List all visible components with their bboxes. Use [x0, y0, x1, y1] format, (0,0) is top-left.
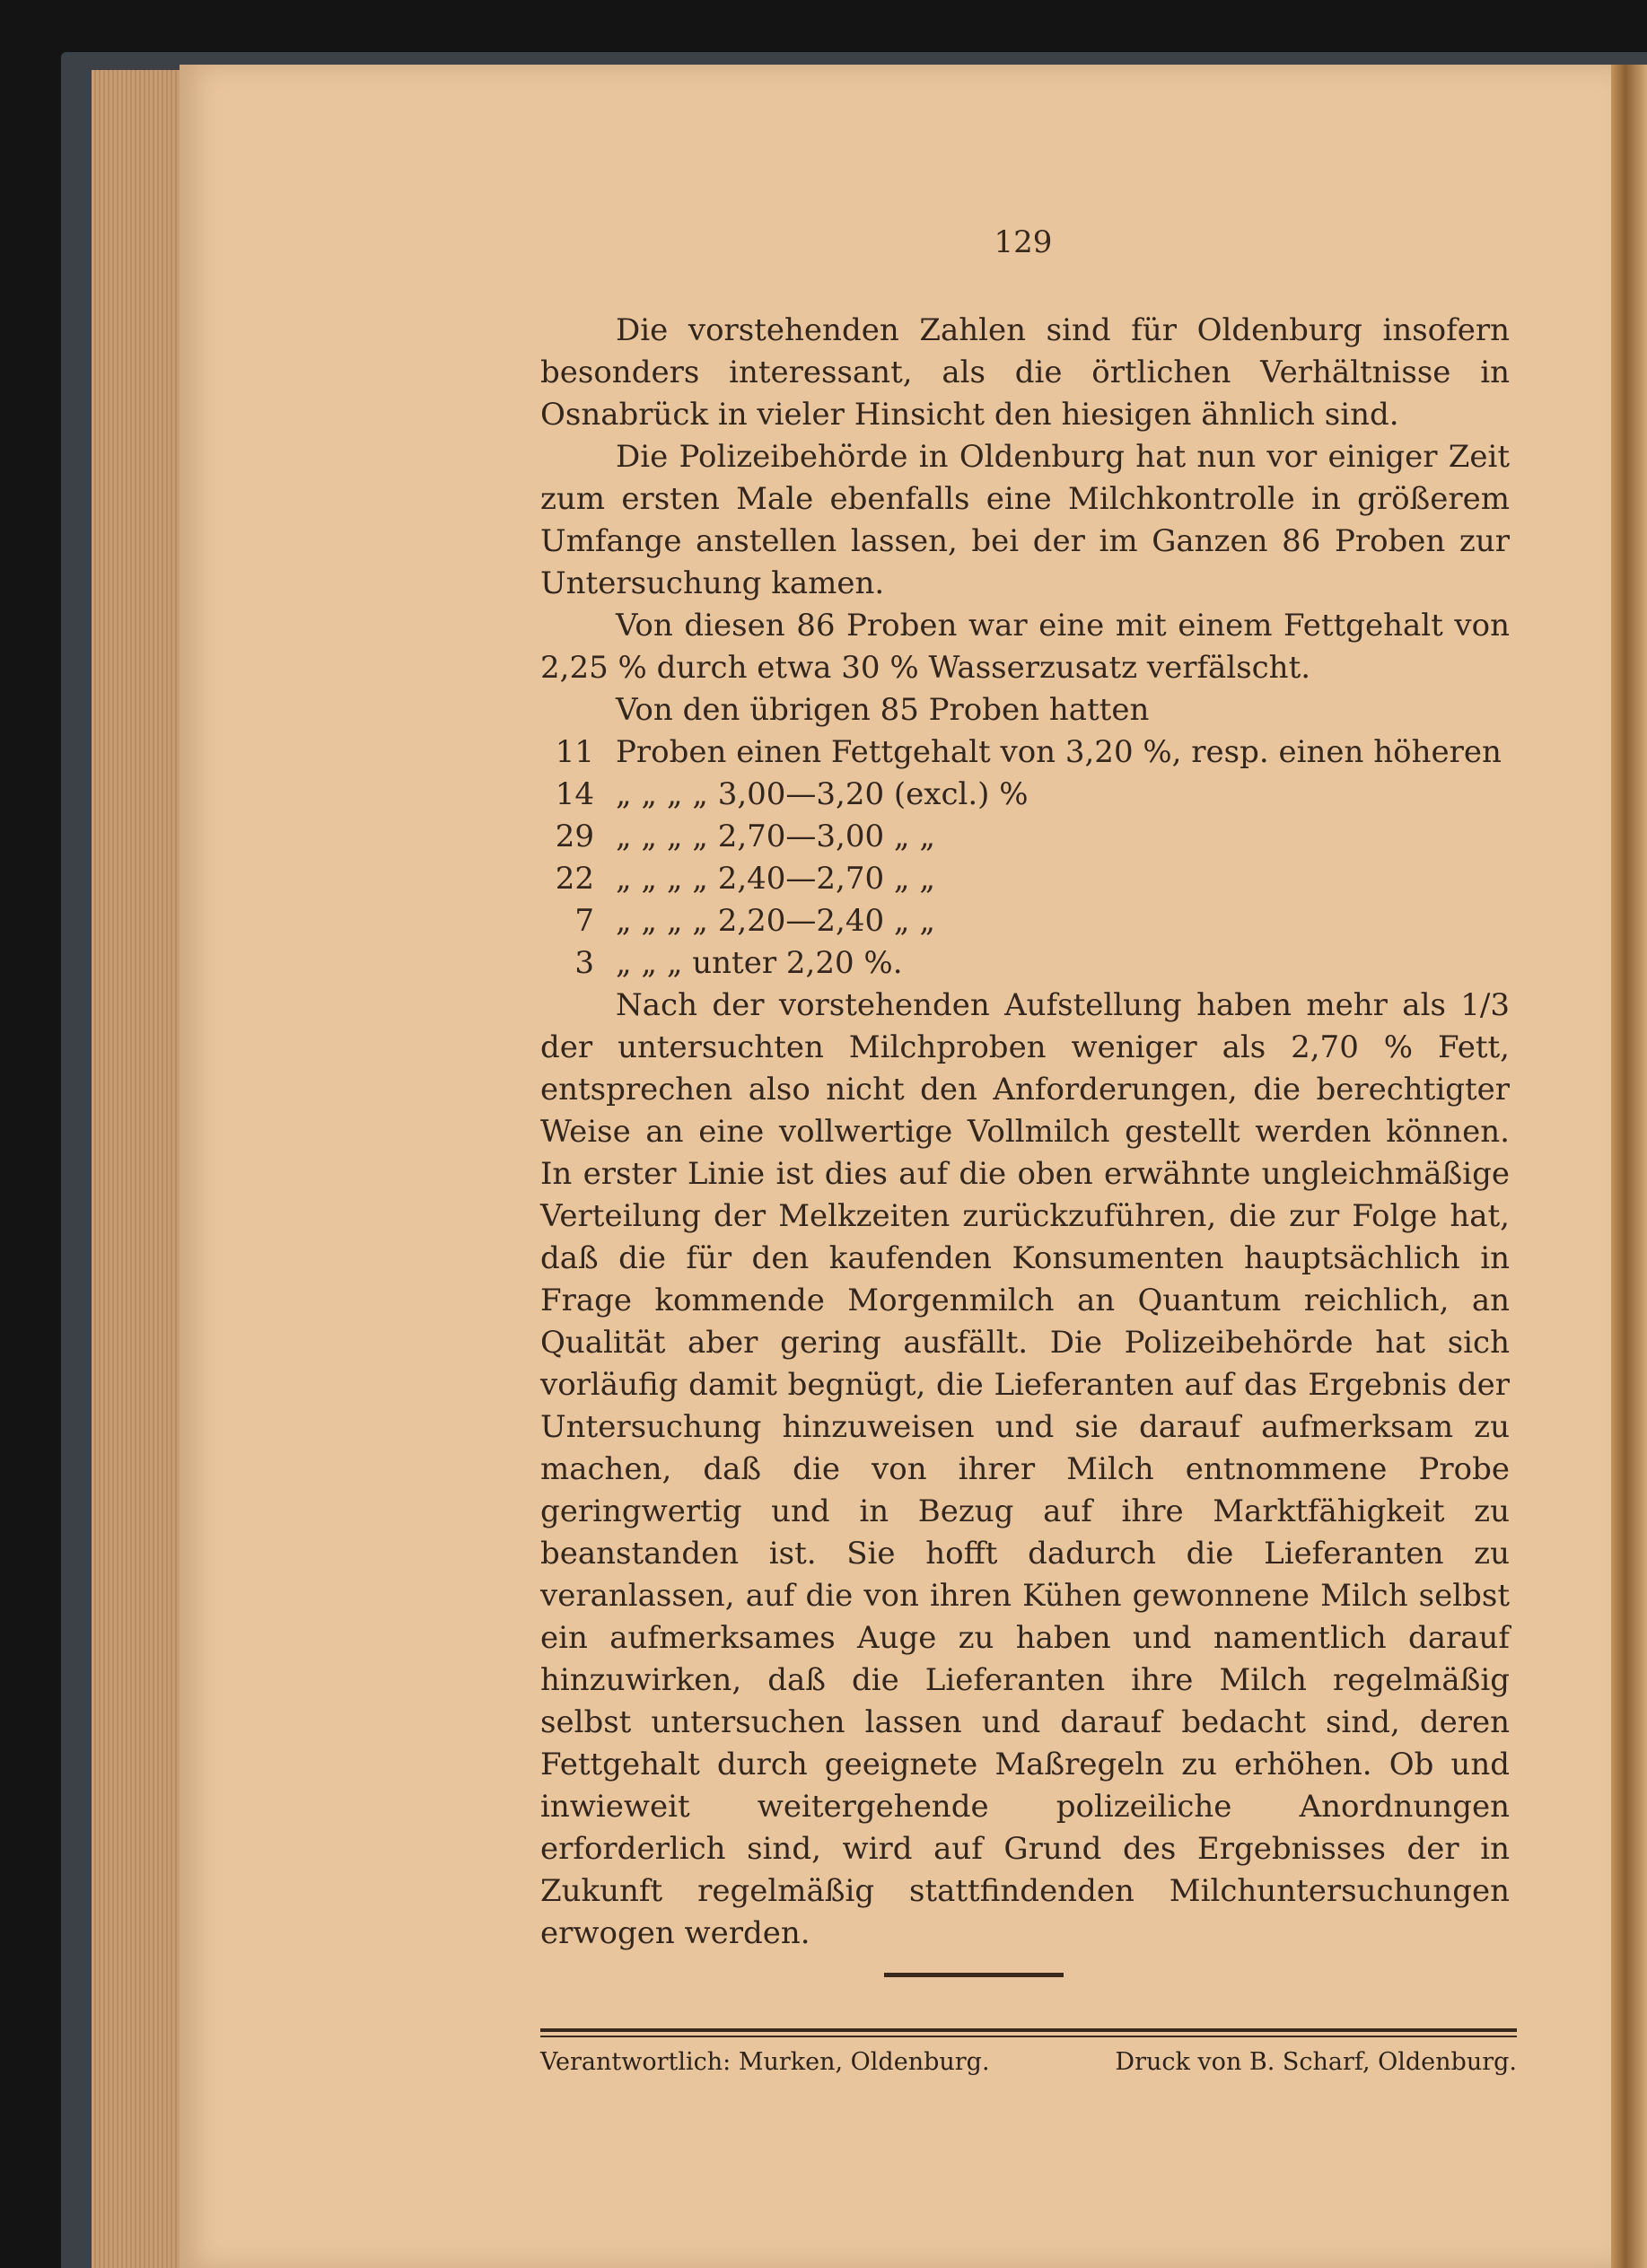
table-cell-text: „ „ „ „ 3,00—3,20 (excl.) % — [616, 776, 1029, 812]
sample-table — [540, 731, 1510, 985]
table-cell-count: 3 — [574, 945, 594, 981]
paragraph-2: Die Polizeibehörde in Oldenburg hat nun vor einiger Zeit zum ersten Male ebenfalls eine Milchkontrolle in größerem Umfange anstellen lassen, bei der im Ganzen 86 Proben zur Untersuchung kamen. — [540, 439, 1510, 601]
page-number: 129 — [994, 224, 1053, 260]
table-row — [540, 774, 1510, 816]
table-cell-count: 29 — [555, 819, 594, 854]
table-row — [540, 816, 1510, 858]
table-cell-count: 22 — [555, 861, 594, 897]
table-cell-text: „ „ „ unter 2,20 %. — [616, 945, 903, 981]
table-cell-text: „ „ „ „ 2,70—3,00 „ „ — [616, 819, 935, 854]
table-cell-text: Proben einen Fettgehalt von 3,20 %, resp. einen höheren — [616, 734, 1502, 770]
imprint-line — [540, 2048, 1517, 2076]
table-row — [540, 731, 1510, 774]
table-cell-count: 14 — [555, 776, 594, 812]
imprint-printer: Druck von B. Scharf, Oldenburg. — [1115, 2048, 1517, 2076]
table-row — [540, 942, 1510, 985]
paragraph-1: Die vorstehenden Zahlen sind für Oldenburg insofern besonders interessant, als die örtlichen Verhältnisse in Osnabrück in vieler Hinsicht den hiesigen ähnlich sind. — [540, 312, 1510, 433]
page-body — [540, 310, 1510, 1955]
table-row — [540, 900, 1510, 942]
table-cell-text: „ „ „ „ 2,20—2,40 „ „ — [616, 903, 935, 939]
table-cell-text: „ „ „ „ 2,40—2,70 „ „ — [616, 861, 935, 897]
imprint-responsible: Verantwortlich: Murken, Oldenburg. — [540, 2048, 990, 2076]
footer-rule-thin — [540, 2036, 1517, 2037]
section-divider — [884, 1973, 1064, 1977]
table-row — [540, 858, 1510, 900]
paragraph-5: Nach der vorstehenden Aufstellung haben mehr als 1/3 der untersuchten Milchproben weniger als 2,70 % Fett, entsprechen also nicht den Anforderungen, die berechtigter Weise an eine vollwertige Vollmilch gestellt werden können. In erster Linie ist dies auf die oben erwähnte ungleichmäßige Verteilung der Melkzeiten zurückzuführen, die zur Folge hat, daß die für den kaufenden Konsumenten hauptsächlich in Frage kommende Morgenmilch an Quantum reichlich, an Qualität aber gering ausfällt. Die Polizeibehörde hat sich vorläufig damit begnügt, die Lieferanten auf das Ergebnis der Untersuchung hinzuweisen und sie darauf aufmerksam zu machen, daß die von ihrer Milch entnommene Probe geringwertig und in Bezug auf ihre Marktfähigkeit zu beanstanden ist. Sie hofft dadurch die Lieferanten zu veranlassen, auf die von ihren Kühen gewonnene Milch selbst ein aufmerksames Auge zu haben und namentlich darauf hinzuwirken, daß die Lieferanten ihre Milch regelmäßig selbst untersuchen lassen und darauf bedacht sind, deren Fettgehalt durch geeignete Maßregeln zu erhöhen. Ob und inwieweit weitergehende polizeiliche Anordnungen erforderlich sind, wird auf Grund des Ergebnisses der in Zukunft regelmäßig stattfindenden Milchuntersuchungen erwogen werden. — [540, 987, 1510, 1951]
table-cell-count: 11 — [555, 734, 594, 770]
paragraph-3: Von diesen 86 Proben war eine mit einem Fettgehalt von 2,25 % durch etwa 30 % Wasserzusatz verfälscht. — [540, 608, 1510, 686]
paragraph-4: Von den übrigen 85 Proben hatten — [616, 692, 1150, 728]
facing-page-edge — [1611, 65, 1647, 2268]
footer-rule — [540, 2028, 1517, 2032]
table-cell-count: 7 — [574, 903, 594, 939]
